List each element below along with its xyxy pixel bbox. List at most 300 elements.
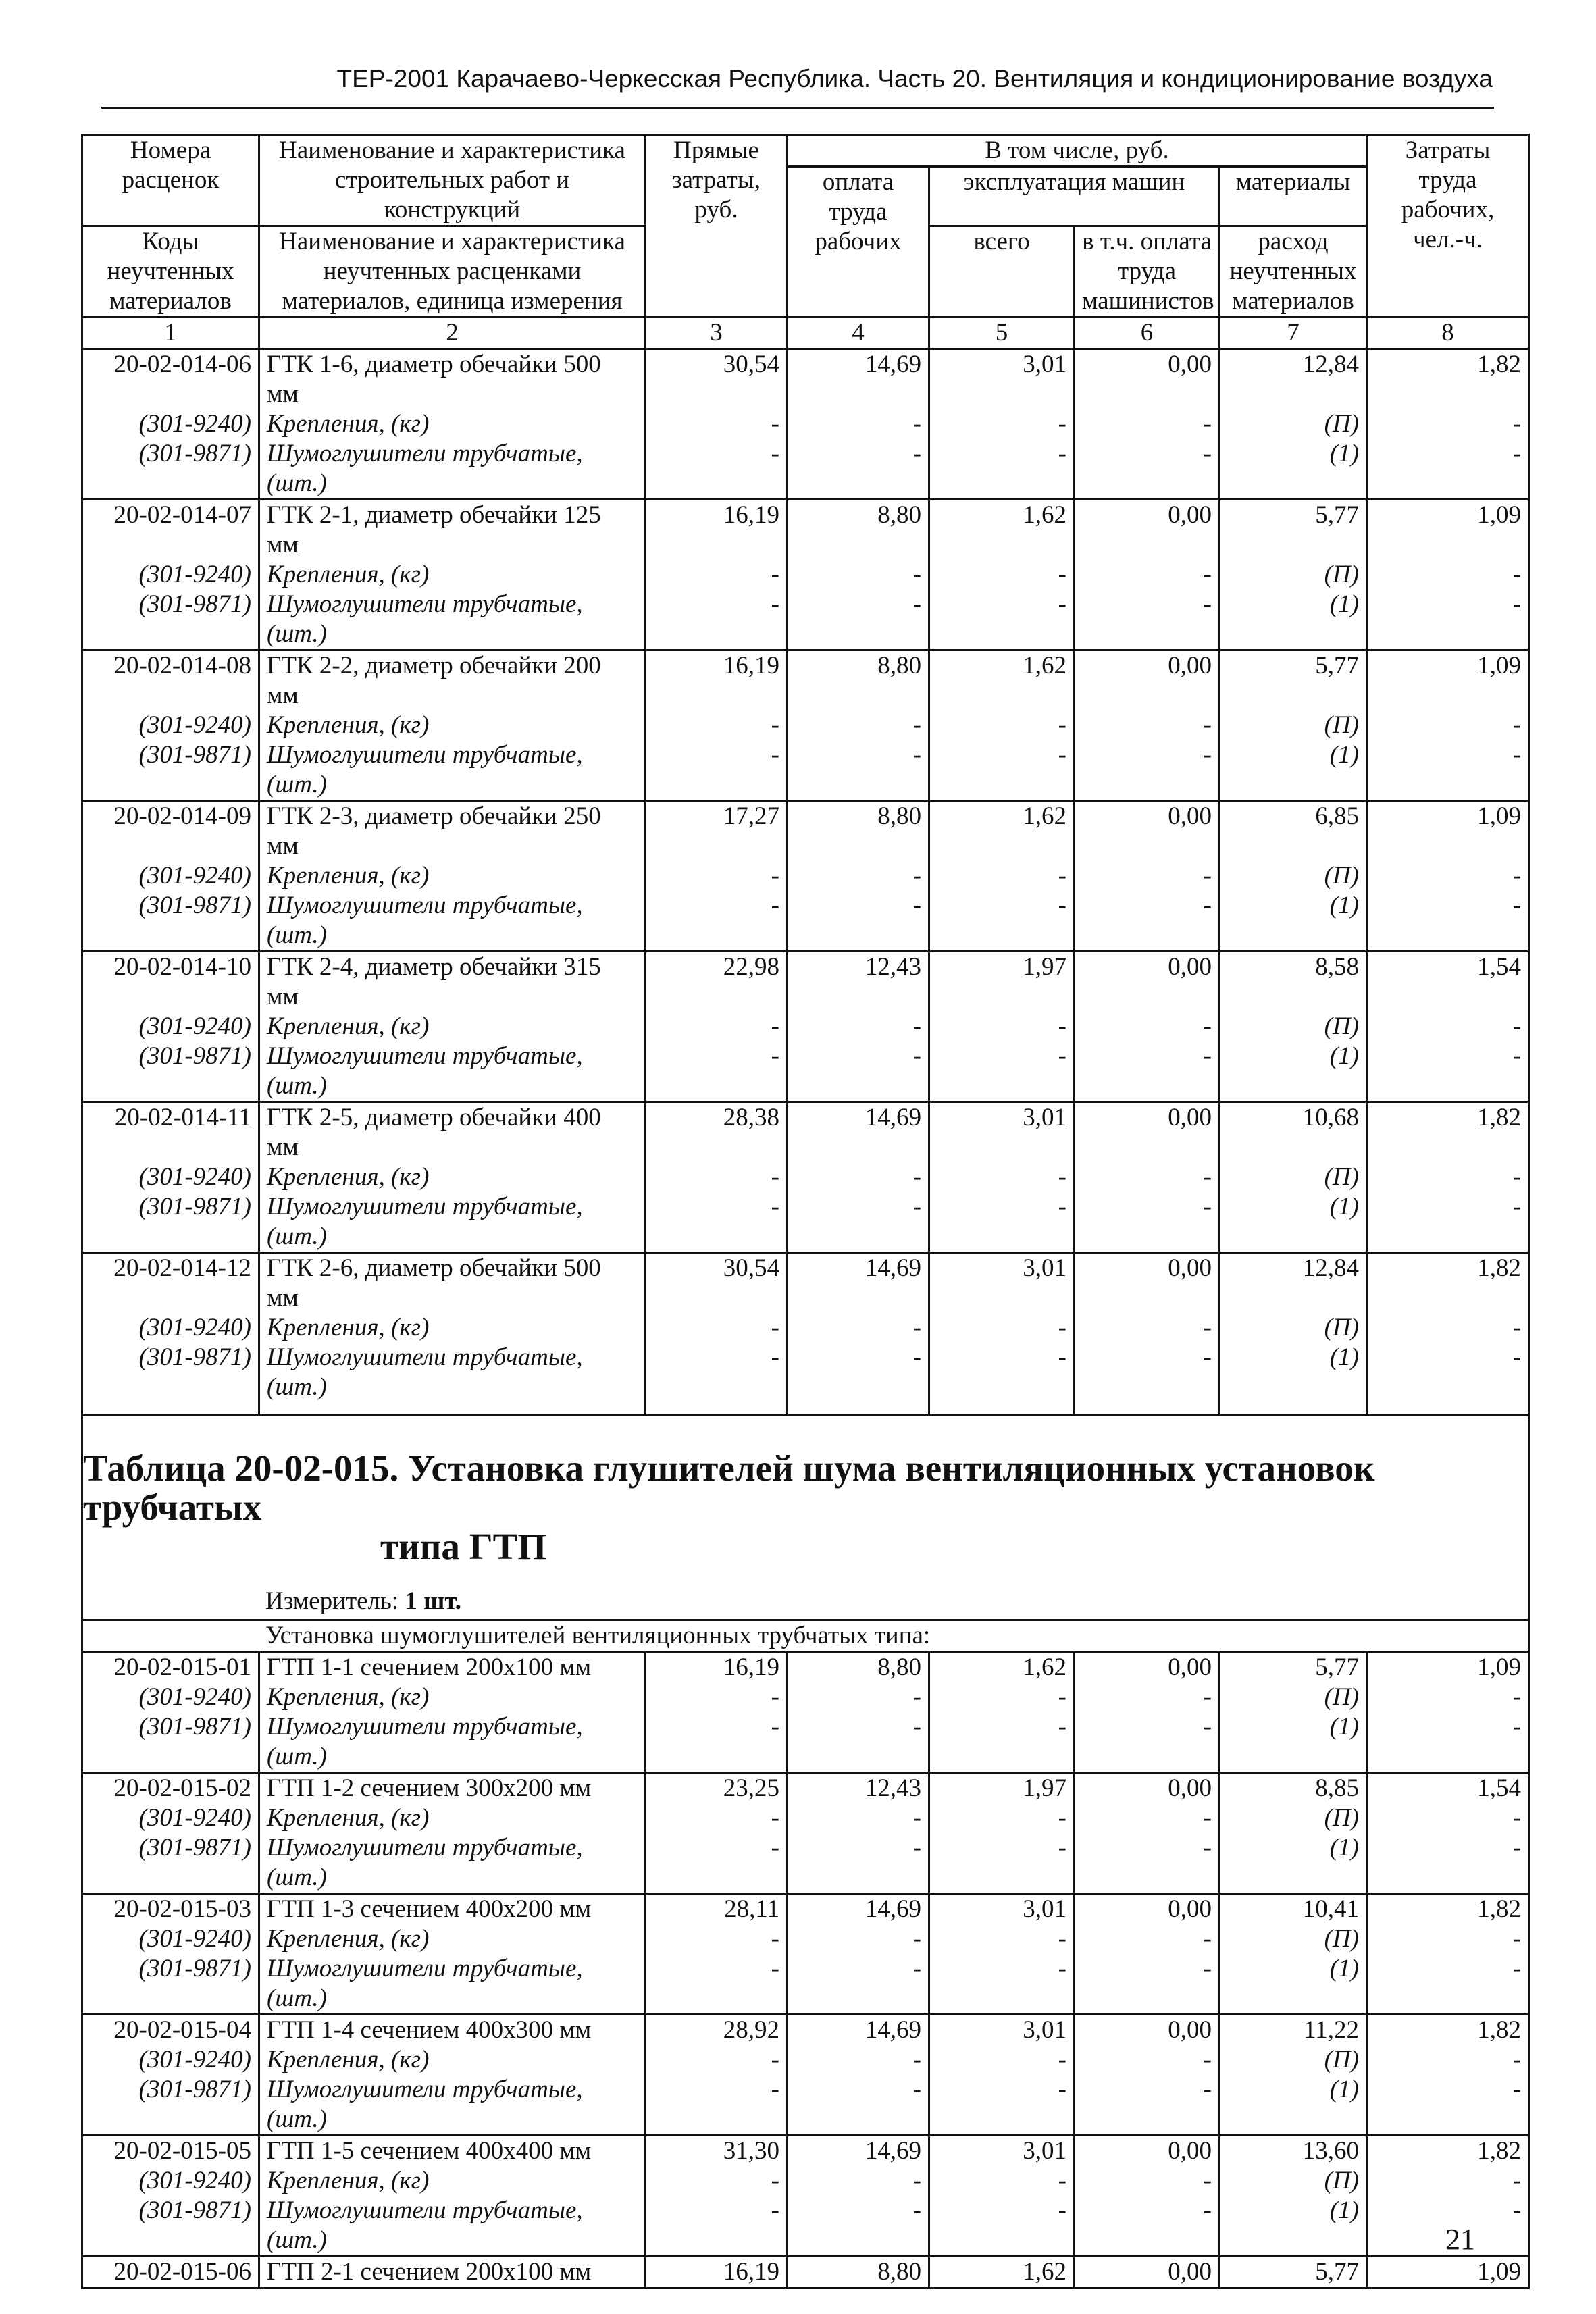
colnum: 3 <box>646 317 788 349</box>
dash-cell: - <box>929 1012 1075 1042</box>
dash-cell: - <box>646 2075 788 2136</box>
work-name: ГТП 1-4 сечением 400x300 мм <box>259 2015 646 2046</box>
dash-cell: - <box>646 2196 788 2257</box>
col8-header: Затраты труда рабочих, чел.-ч. <box>1367 135 1529 317</box>
material-name: Шумоглушители трубчатые, (шт.) <box>259 1192 646 1253</box>
material-code: (301-9871) <box>82 891 259 952</box>
meter <box>83 1587 1528 1619</box>
dash-cell: - <box>1367 711 1529 740</box>
material-code: (301-9871) <box>82 1712 259 1773</box>
material-row <box>82 1343 1529 1402</box>
dash-cell: - <box>788 439 929 500</box>
material-consumption: (П) <box>1220 1924 1367 1954</box>
machine-cost: 3,01 <box>929 1894 1075 1925</box>
dash-cell: - <box>1075 439 1220 500</box>
group-header: В том числе, руб. <box>788 135 1367 167</box>
dash-cell: - <box>1367 2045 1529 2075</box>
material-row <box>82 560 1529 590</box>
section-heading: Установка шумоглушителей вентиляционных трубчатых типа: <box>82 1620 1529 1652</box>
rate-code: 20-02-015-02 <box>82 1773 259 1804</box>
machine-cost: 1,97 <box>929 952 1075 1012</box>
material-name: Шумоглушители трубчатые, (шт.) <box>259 740 646 801</box>
spacer-cell <box>1075 1402 1220 1416</box>
material-row <box>82 1682 1529 1712</box>
col7-header: расход неучтенных материалов <box>1220 226 1367 317</box>
dash-cell: - <box>646 1803 788 1833</box>
dash-cell: - <box>1367 1012 1529 1042</box>
dash-cell: - <box>788 1833 929 1894</box>
rate-code: 20-02-015-06 <box>82 2257 259 2288</box>
dash-cell: - <box>929 711 1075 740</box>
work-name: ГТК 2-3, диаметр обечайки 250 мм <box>259 801 646 862</box>
col3-header: Прямые затраты, руб. <box>646 135 788 317</box>
material-row <box>82 2166 1529 2196</box>
labor-hours: 1,09 <box>1367 2257 1529 2288</box>
dash-cell: - <box>1075 861 1220 891</box>
machine-labor-cost: 0,00 <box>1075 1253 1220 1314</box>
materials-cost: 12,84 <box>1220 349 1367 410</box>
labor-cost: 14,69 <box>788 1253 929 1314</box>
labor-hours: 1,09 <box>1367 500 1529 561</box>
dash-cell: - <box>646 1343 788 1402</box>
materials-cost: 5,77 <box>1220 650 1367 711</box>
work-name: ГТК 2-1, диаметр обечайки 125 мм <box>259 500 646 561</box>
dash-cell: - <box>1075 1313 1220 1343</box>
direct-cost: 16,19 <box>646 650 788 711</box>
dash-cell: - <box>646 1954 788 2015</box>
material-row <box>82 1313 1529 1343</box>
material-row <box>82 590 1529 650</box>
material-row <box>82 740 1529 801</box>
spacer-cell <box>646 1402 788 1416</box>
dash-cell: - <box>788 1712 929 1773</box>
spacer-cell <box>1220 1402 1367 1416</box>
dash-cell: - <box>1075 1682 1220 1712</box>
dash-cell: - <box>788 740 929 801</box>
dash-cell: - <box>1367 2166 1529 2196</box>
material-consumption: (1) <box>1220 590 1367 650</box>
dash-cell: - <box>1367 1803 1529 1833</box>
dash-cell: - <box>929 1954 1075 2015</box>
material-name: Шумоглушители трубчатые, (шт.) <box>259 439 646 500</box>
dash-cell: - <box>1367 1954 1529 2015</box>
dash-cell: - <box>1367 2196 1529 2257</box>
work-name: ГТП 1-2 сечением 300x200 мм <box>259 1773 646 1804</box>
machine-labor-cost: 0,00 <box>1075 650 1220 711</box>
material-consumption: (П) <box>1220 1682 1367 1712</box>
dash-cell: - <box>1075 1924 1220 1954</box>
dash-cell: - <box>1367 1192 1529 1253</box>
dash-cell: - <box>1367 1712 1529 1773</box>
material-row <box>82 1192 1529 1253</box>
dash-cell: - <box>646 1924 788 1954</box>
material-code: (301-9871) <box>82 740 259 801</box>
material-code: (301-9240) <box>82 1924 259 1954</box>
dash-cell: - <box>1367 1682 1529 1712</box>
dash-cell: - <box>1075 891 1220 952</box>
material-row <box>82 891 1529 952</box>
machine-cost: 1,62 <box>929 801 1075 862</box>
machine-cost: 1,62 <box>929 2257 1075 2288</box>
material-name: Крепления, (кг) <box>259 1682 646 1712</box>
labor-cost: 14,69 <box>788 2136 929 2167</box>
dash-cell: - <box>929 740 1075 801</box>
dash-cell: - <box>1075 1343 1220 1402</box>
dash-cell: - <box>646 439 788 500</box>
labor-cost: 8,80 <box>788 801 929 862</box>
direct-cost: 28,92 <box>646 2015 788 2046</box>
table-row <box>82 500 1529 561</box>
col2-header-bottom: Наименование и характеристика неучтенных расценками материалов, единица измерения <box>259 226 646 317</box>
rate-code: 20-02-014-06 <box>82 349 259 410</box>
material-consumption: (1) <box>1220 1192 1367 1253</box>
dash-cell: - <box>788 2166 929 2196</box>
material-code: (301-9871) <box>82 2075 259 2136</box>
material-code: (301-9871) <box>82 1833 259 1894</box>
col4-header: оплата труда рабочих <box>788 167 929 317</box>
direct-cost: 22,98 <box>646 952 788 1012</box>
material-consumption: (1) <box>1220 1343 1367 1402</box>
materials-cost: 8,58 <box>1220 952 1367 1012</box>
dash-cell: - <box>788 1192 929 1253</box>
col1-header-bottom: Коды неучтенных материалов <box>82 226 259 317</box>
material-code: (301-9240) <box>82 711 259 740</box>
labor-hours: 1,82 <box>1367 1894 1529 1925</box>
labor-cost: 8,80 <box>788 2257 929 2288</box>
materials-cost: 5,77 <box>1220 500 1367 561</box>
dash-cell: - <box>1367 1924 1529 1954</box>
direct-cost: 28,11 <box>646 1894 788 1925</box>
material-consumption: (П) <box>1220 1012 1367 1042</box>
dash-cell: - <box>646 1313 788 1343</box>
dash-cell: - <box>929 1682 1075 1712</box>
dash-cell: - <box>1075 1042 1220 1102</box>
rate-code: 20-02-014-07 <box>82 500 259 561</box>
dash-cell: - <box>929 1313 1075 1343</box>
dash-cell: - <box>646 1012 788 1042</box>
dash-cell: - <box>788 1343 929 1402</box>
table2-title-cont: типа ГТП <box>380 1526 547 1567</box>
material-name: Шумоглушители трубчатые, (шт.) <box>259 1833 646 1894</box>
materials-cost: 5,77 <box>1220 2257 1367 2288</box>
rate-code: 20-02-015-03 <box>82 1894 259 1925</box>
machine-labor-cost: 0,00 <box>1075 2257 1220 2288</box>
dash-cell: - <box>646 740 788 801</box>
material-code: (301-9871) <box>82 2196 259 2257</box>
dash-cell: - <box>1075 711 1220 740</box>
dash-cell: - <box>788 891 929 952</box>
materials-header: материалы <box>1220 167 1367 226</box>
dash-cell: - <box>1075 1712 1220 1773</box>
spacer-cell <box>82 1402 259 1416</box>
material-consumption: (П) <box>1220 1313 1367 1343</box>
table-row <box>82 1253 1529 1314</box>
labor-cost: 14,69 <box>788 1102 929 1163</box>
labor-cost: 8,80 <box>788 1652 929 1683</box>
dash-cell: - <box>929 1833 1075 1894</box>
dash-cell: - <box>788 1682 929 1712</box>
material-name: Шумоглушители трубчатые, (шт.) <box>259 1343 646 1402</box>
material-code: (301-9240) <box>82 861 259 891</box>
dash-cell: - <box>788 1162 929 1192</box>
spacer-cell <box>788 1402 929 1416</box>
machine-cost: 1,62 <box>929 500 1075 561</box>
meter-label: Измеритель: <box>265 1587 399 1615</box>
dash-cell: - <box>1075 1803 1220 1833</box>
machine-cost: 3,01 <box>929 2015 1075 2046</box>
material-consumption: (П) <box>1220 2045 1367 2075</box>
labor-cost: 8,80 <box>788 500 929 561</box>
column-numbers-row <box>82 317 1529 349</box>
labor-hours: 1,82 <box>1367 1102 1529 1163</box>
material-consumption: (1) <box>1220 2075 1367 2136</box>
machine-labor-cost: 0,00 <box>1075 1773 1220 1804</box>
labor-hours: 1,09 <box>1367 801 1529 862</box>
material-row <box>82 1833 1529 1894</box>
colnum: 4 <box>788 317 929 349</box>
material-consumption: (1) <box>1220 1954 1367 2015</box>
materials-cost: 6,85 <box>1220 801 1367 862</box>
material-name: Крепления, (кг) <box>259 560 646 590</box>
material-row <box>82 1162 1529 1192</box>
material-row <box>82 1042 1529 1102</box>
dash-cell: - <box>646 891 788 952</box>
dash-cell: - <box>1075 740 1220 801</box>
colnum: 6 <box>1075 317 1220 349</box>
dash-cell: - <box>646 711 788 740</box>
dash-cell: - <box>929 1924 1075 1954</box>
material-name: Крепления, (кг) <box>259 1313 646 1343</box>
machine-cost: 3,01 <box>929 1102 1075 1163</box>
material-name: Крепления, (кг) <box>259 2166 646 2196</box>
material-name: Крепления, (кг) <box>259 861 646 891</box>
table-row <box>82 2257 1529 2288</box>
page-header: ТЕР-2001 Карачаево-Черкесская Республика. Часть 20. Вентиляция и кондиционирование воздуха <box>336 65 1493 93</box>
direct-cost: 16,19 <box>646 1652 788 1683</box>
dash-cell: - <box>788 409 929 439</box>
material-name: Шумоглушители трубчатые, (шт.) <box>259 891 646 952</box>
material-row <box>82 711 1529 740</box>
rate-code: 20-02-014-10 <box>82 952 259 1012</box>
dash-cell: - <box>1367 740 1529 801</box>
material-row <box>82 1803 1529 1833</box>
dash-cell: - <box>788 711 929 740</box>
labor-cost: 8,80 <box>788 650 929 711</box>
material-code: (301-9240) <box>82 560 259 590</box>
table-row <box>82 1102 1529 1163</box>
meter-value: 1 шт. <box>405 1587 462 1615</box>
table2-body <box>82 1652 1529 2288</box>
material-code: (301-9240) <box>82 1012 259 1042</box>
table-row <box>82 349 1529 410</box>
machine-cost: 3,01 <box>929 349 1075 410</box>
material-name: Крепления, (кг) <box>259 711 646 740</box>
table-row <box>82 2015 1529 2046</box>
machines-header: эксплуатация машин <box>929 167 1220 226</box>
dash-cell: - <box>646 1192 788 1253</box>
material-name: Крепления, (кг) <box>259 1803 646 1833</box>
header-rule <box>101 107 1494 109</box>
material-row <box>82 1712 1529 1773</box>
direct-cost: 28,38 <box>646 1102 788 1163</box>
material-code: (301-9871) <box>82 590 259 650</box>
direct-cost: 16,19 <box>646 500 788 561</box>
dash-cell: - <box>1075 409 1220 439</box>
material-name: Шумоглушители трубчатые, (шт.) <box>259 2075 646 2136</box>
material-consumption: (1) <box>1220 1042 1367 1102</box>
dash-cell: - <box>1367 439 1529 500</box>
material-consumption: (П) <box>1220 560 1367 590</box>
rate-code: 20-02-014-09 <box>82 801 259 862</box>
dash-cell: - <box>646 1712 788 1773</box>
dash-cell: - <box>788 2196 929 2257</box>
machine-cost: 3,01 <box>929 1253 1075 1314</box>
machine-cost: 1,62 <box>929 1652 1075 1683</box>
machine-cost: 1,62 <box>929 650 1075 711</box>
dash-cell: - <box>646 1682 788 1712</box>
materials-cost: 10,68 <box>1220 1102 1367 1163</box>
table1-body <box>82 349 1529 1416</box>
material-code: (301-9240) <box>82 409 259 439</box>
rate-code: 20-02-014-12 <box>82 1253 259 1314</box>
work-name: ГТК 2-2, диаметр обечайки 200 мм <box>259 650 646 711</box>
material-name: Крепления, (кг) <box>259 1012 646 1042</box>
material-row <box>82 861 1529 891</box>
dash-cell: - <box>929 439 1075 500</box>
work-name: ГТК 2-6, диаметр обечайки 500 мм <box>259 1253 646 1314</box>
table-row <box>82 801 1529 862</box>
rate-code: 20-02-015-04 <box>82 2015 259 2046</box>
work-name: ГТП 1-5 сечением 400x400 мм <box>259 2136 646 2167</box>
material-consumption: (1) <box>1220 439 1367 500</box>
material-code: (301-9240) <box>82 2045 259 2075</box>
machine-labor-cost: 0,00 <box>1075 2136 1220 2167</box>
materials-cost: 5,77 <box>1220 1652 1367 1683</box>
labor-cost: 14,69 <box>788 349 929 410</box>
table-row <box>82 1652 1529 1683</box>
dash-cell: - <box>929 1343 1075 1402</box>
spacer-cell <box>259 1402 646 1416</box>
dash-cell: - <box>646 1042 788 1102</box>
colnum: 5 <box>929 317 1075 349</box>
labor-hours: 1,54 <box>1367 952 1529 1012</box>
colnum: 1 <box>82 317 259 349</box>
work-name: ГТК 2-5, диаметр обечайки 400 мм <box>259 1102 646 1163</box>
material-code: (301-9871) <box>82 1192 259 1253</box>
colnum: 8 <box>1367 317 1529 349</box>
materials-cost: 11,22 <box>1220 2015 1367 2046</box>
dash-cell: - <box>1075 1954 1220 2015</box>
material-consumption: (П) <box>1220 861 1367 891</box>
material-row <box>82 1012 1529 1042</box>
dash-cell: - <box>1075 1012 1220 1042</box>
material-consumption: (1) <box>1220 740 1367 801</box>
dash-cell: - <box>646 861 788 891</box>
labor-hours: 1,54 <box>1367 1773 1529 1804</box>
labor-cost: 14,69 <box>788 1894 929 1925</box>
material-row <box>82 2075 1529 2136</box>
dash-cell: - <box>1075 1833 1220 1894</box>
direct-cost: 23,25 <box>646 1773 788 1804</box>
materials-cost: 8,85 <box>1220 1773 1367 1804</box>
dash-cell: - <box>929 2075 1075 2136</box>
material-name: Крепления, (кг) <box>259 1924 646 1954</box>
dash-cell: - <box>788 1313 929 1343</box>
direct-cost: 17,27 <box>646 801 788 862</box>
machine-labor-cost: 0,00 <box>1075 349 1220 410</box>
material-name: Крепления, (кг) <box>259 1162 646 1192</box>
dash-cell: - <box>788 2045 929 2075</box>
dash-cell: - <box>1075 2196 1220 2257</box>
colnum: 2 <box>259 317 646 349</box>
labor-hours: 1,82 <box>1367 349 1529 410</box>
dash-cell: - <box>1075 2075 1220 2136</box>
table2-title-cell <box>82 1416 1529 1620</box>
dash-cell: - <box>1367 1162 1529 1192</box>
work-name: ГТК 1-6, диаметр обечайки 500 мм <box>259 349 646 410</box>
dash-cell: - <box>646 590 788 650</box>
dash-cell: - <box>788 1954 929 2015</box>
dash-cell: - <box>1367 1343 1529 1402</box>
dash-cell: - <box>646 1162 788 1192</box>
col6-header: в т.ч. оплата труда машинистов <box>1075 226 1220 317</box>
material-consumption: (1) <box>1220 891 1367 952</box>
dash-cell: - <box>1367 891 1529 952</box>
material-name: Шумоглушители трубчатые, (шт.) <box>259 1712 646 1773</box>
dash-cell: - <box>788 1924 929 1954</box>
machine-cost: 1,97 <box>929 1773 1075 1804</box>
dash-cell: - <box>1075 1192 1220 1253</box>
col5-header: всего <box>929 226 1075 317</box>
dash-cell: - <box>1367 1313 1529 1343</box>
dash-cell: - <box>929 560 1075 590</box>
machine-labor-cost: 0,00 <box>1075 500 1220 561</box>
material-code: (301-9871) <box>82 439 259 500</box>
dash-cell: - <box>1075 560 1220 590</box>
dash-cell: - <box>788 1803 929 1833</box>
table-row <box>82 1894 1529 1925</box>
table-row <box>82 650 1529 711</box>
dash-cell: - <box>929 891 1075 952</box>
material-consumption: (1) <box>1220 1833 1367 1894</box>
machine-labor-cost: 0,00 <box>1075 801 1220 862</box>
labor-hours: 1,82 <box>1367 2136 1529 2167</box>
materials-cost: 10,41 <box>1220 1894 1367 1925</box>
machine-labor-cost: 0,00 <box>1075 952 1220 1012</box>
table-row <box>82 2136 1529 2167</box>
dash-cell: - <box>1367 409 1529 439</box>
material-consumption: (П) <box>1220 711 1367 740</box>
machine-labor-cost: 0,00 <box>1075 1894 1220 1925</box>
material-consumption: (1) <box>1220 1712 1367 1773</box>
dash-cell: - <box>929 1162 1075 1192</box>
direct-cost: 16,19 <box>646 2257 788 2288</box>
work-name: ГТП 1-1 сечением 200x100 мм <box>259 1652 646 1683</box>
colnum: 7 <box>1220 317 1367 349</box>
machine-labor-cost: 0,00 <box>1075 1102 1220 1163</box>
rate-code: 20-02-015-05 <box>82 2136 259 2167</box>
direct-cost: 31,30 <box>646 2136 788 2167</box>
materials-cost: 13,60 <box>1220 2136 1367 2167</box>
labor-hours: 1,82 <box>1367 2015 1529 2046</box>
materials-cost: 12,84 <box>1220 1253 1367 1314</box>
material-code: (301-9240) <box>82 1162 259 1192</box>
direct-cost: 30,54 <box>646 1253 788 1314</box>
material-name: Крепления, (кг) <box>259 409 646 439</box>
dash-cell: - <box>929 1192 1075 1253</box>
material-code: (301-9871) <box>82 1042 259 1102</box>
material-name: Крепления, (кг) <box>259 2045 646 2075</box>
